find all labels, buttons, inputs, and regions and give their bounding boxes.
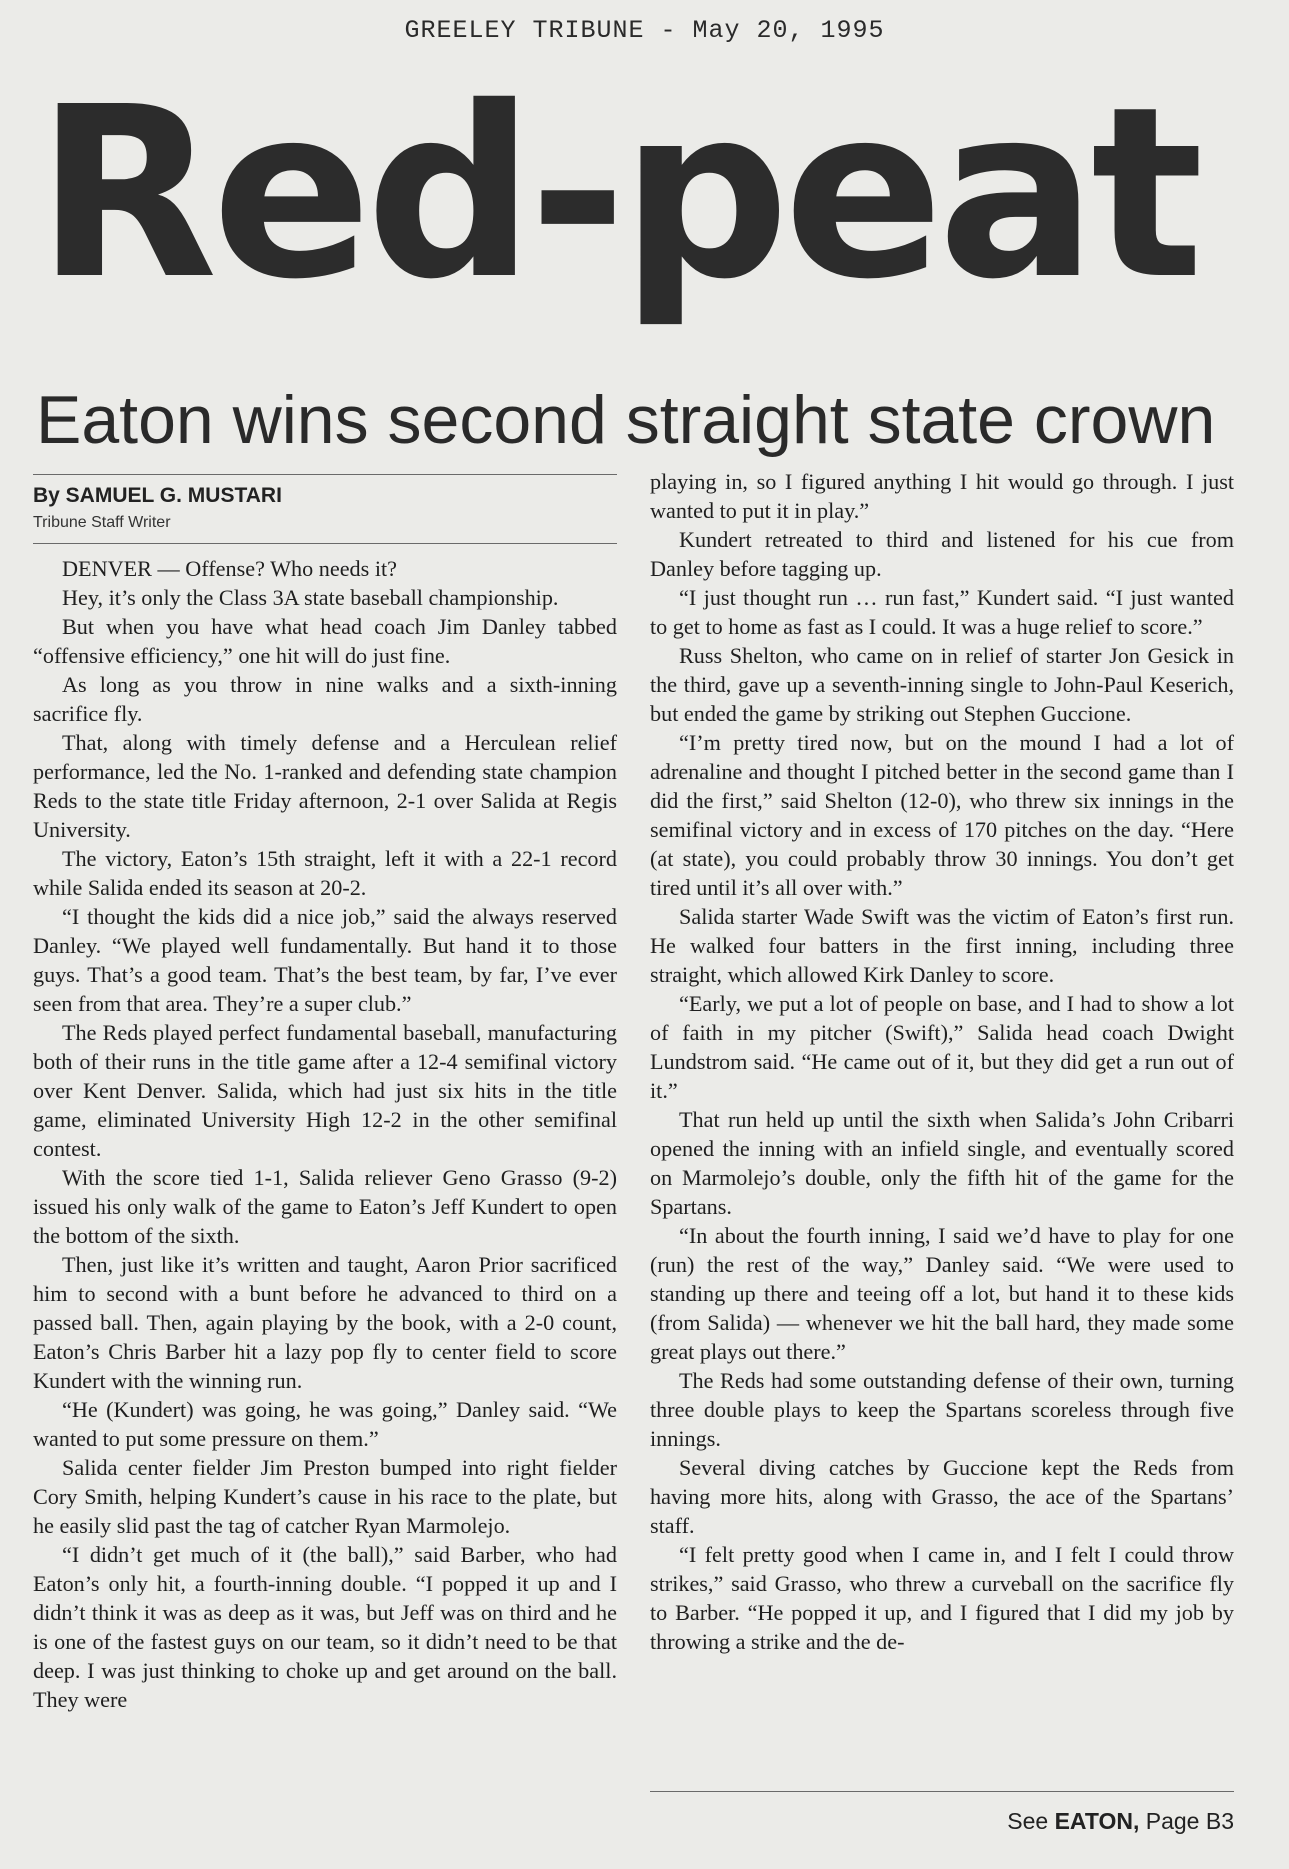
paragraph: “In about the fourth inning, I said we’d have to play for one (run) the rest of the way,” Danley said. “We were used to standing up there and teeing off a lot, but hand it to these kids (from Salida) — whenever we hit the ball hard, they made some great plays out there.” — [650, 1223, 1234, 1364]
byline-bottom-rule — [33, 543, 617, 544]
masthead: GREELEY TRIBUNE - May 20, 1995 — [404, 16, 885, 45]
paragraph-continued: playing in, so I figured anything I hit would go through. I just wanted to put it in play.” — [650, 469, 1234, 523]
paragraph: “He (Kundert) was going, he was going,” Danley said. “We wanted to put some pressure on them.” — [33, 1397, 617, 1451]
jump-prefix: See — [1007, 1808, 1055, 1834]
jump-suffix: Page B3 — [1139, 1808, 1234, 1834]
paragraph: Several diving catches by Guccione kept the Reds from having more hits, along with Grasso, the ace of the Spartans’ staff. — [650, 1455, 1234, 1538]
subhead: Eaton wins second straight state crown — [36, 382, 1216, 458]
paragraph: Russ Shelton, who came on in relief of starter Jon Gesick in the third, gave up a seventh-inning single to John-Paul Keserich, but ended the game by striking out Stephen Guccione. — [650, 643, 1234, 726]
paragraph: That, along with timely defense and a Herculean relief performance, led the No. 1-ranked and defending state champion Reds to the state title Friday afternoon, 2-1 over Salida at Regis University. — [33, 730, 617, 842]
paragraph: “I didn’t get much of it (the ball),” said Barber, who had Eaton’s only hit, a fourth-inning double. “I popped it up and I didn’t think it was as deep as it was, but Jeff was on third and he is one of the fastest guys on our team, so it didn’t need to be that deep. I was just thinking to choke up and get around on the ball. They were — [33, 1542, 617, 1712]
paragraph: Then, just like it’s written and taught, Aaron Prior sacrificed him to second with a bunt before he advanced to third on a passed ball. Then, again playing by the book, with a 2-0 count, Eaton’s Chris Barber hit a lazy pop fly to center field to score Kundert with the winning run. — [33, 1252, 617, 1393]
jump-target: EATON, — [1054, 1808, 1140, 1834]
paragraph: “I just thought run … run fast,” Kundert said. “I just wanted to get to home as fast as I could. It was a huge relief to score.” — [650, 585, 1234, 639]
paragraph: “I’m pretty tired now, but on the mound I had a lot of adrenaline and thought I pitched better in the second game than I did the first,” said Shelton (12-0), who threw six innings in the semifinal victory and in excess of 170 pitches on the day. “Here (at state), you could probably throw 30 innings. You don’t get tired until it’s all over with.” — [650, 730, 1234, 900]
jump-line — [650, 1808, 1234, 1835]
paragraph: Kundert retreated to third and listened for his cue from Danley before tagging up. — [650, 527, 1234, 581]
byline-top-rule — [33, 474, 617, 475]
paragraph: Salida starter Wade Swift was the victim of Eaton’s first run. He walked four batters in the first inning, including three straight, which allowed Kirk Danley to score. — [650, 904, 1234, 987]
byline-role: Tribune Staff Writer — [33, 514, 171, 531]
paragraph: That run held up until the sixth when Salida’s John Cribarri opened the inning with an infield single, and eventually scored on Marmolejo’s double, only the fifth hit of the game for the Spartans. — [650, 1107, 1234, 1219]
paragraph: The victory, Eaton’s 15th straight, left it with a 22-1 record while Salida ended its season at 20-2. — [33, 846, 617, 900]
paragraph: DENVER — Offense? Who needs it? — [62, 556, 397, 581]
paragraph: Hey, it’s only the Class 3A state baseball championship. — [62, 585, 559, 610]
paragraph: “Early, we put a lot of people on base, and I had to show a lot of faith in my pitcher (Swift),” Salida head coach Dwight Lundstrom said. “He came out of it, but they did get a run out of it.” — [650, 991, 1234, 1103]
paragraph: The Reds had some outstanding defense of their own, turning three double plays to keep the Spartans scoreless through five innings. — [650, 1368, 1234, 1451]
jump-rule — [650, 1791, 1234, 1792]
headline: Red-peat — [36, 56, 1198, 331]
paragraph: With the score tied 1-1, Salida reliever Geno Grasso (9-2) issued his only walk of the game to Eaton’s Jeff Kundert to open the bottom of the sixth. — [33, 1165, 617, 1248]
article-column-left — [33, 554, 617, 1714]
paragraph: “I felt pretty good when I came in, and I felt I could throw strikes,” said Grasso, who threw a curveball on the sacrifice fly to Barber. “He popped it up, and I figured that I did my job by throwing a strike and the de- — [650, 1542, 1234, 1654]
byline-author: By SAMUEL G. MUSTARI — [33, 484, 282, 507]
paragraph: But when you have what head coach Jim Danley tabbed “offensive efficiency,” one hit will do just fine. — [33, 614, 617, 668]
paragraph: The Reds played perfect fundamental baseball, manufacturing both of their runs in the title game after a 12-4 semifinal victory over Kent Denver. Salida, which had just six hits in the title game, eliminated University High 12-2 in the other semifinal contest. — [33, 1020, 617, 1161]
paragraph: “I thought the kids did a nice job,” said the always reserved Danley. “We played well fundamentally. But hand it to those guys. That’s a good team. That’s the best team, by far, I’ve ever seen from that area. They’re a super club.” — [33, 904, 617, 1016]
paragraph: Salida center fielder Jim Preston bumped into right fielder Cory Smith, helping Kundert’s cause in his race to the plate, but he easily slid past the tag of catcher Ryan Marmolejo. — [33, 1455, 617, 1538]
article-column-right — [650, 467, 1234, 1656]
paragraph: As long as you throw in nine walks and a sixth-inning sacrifice fly. — [33, 672, 617, 726]
